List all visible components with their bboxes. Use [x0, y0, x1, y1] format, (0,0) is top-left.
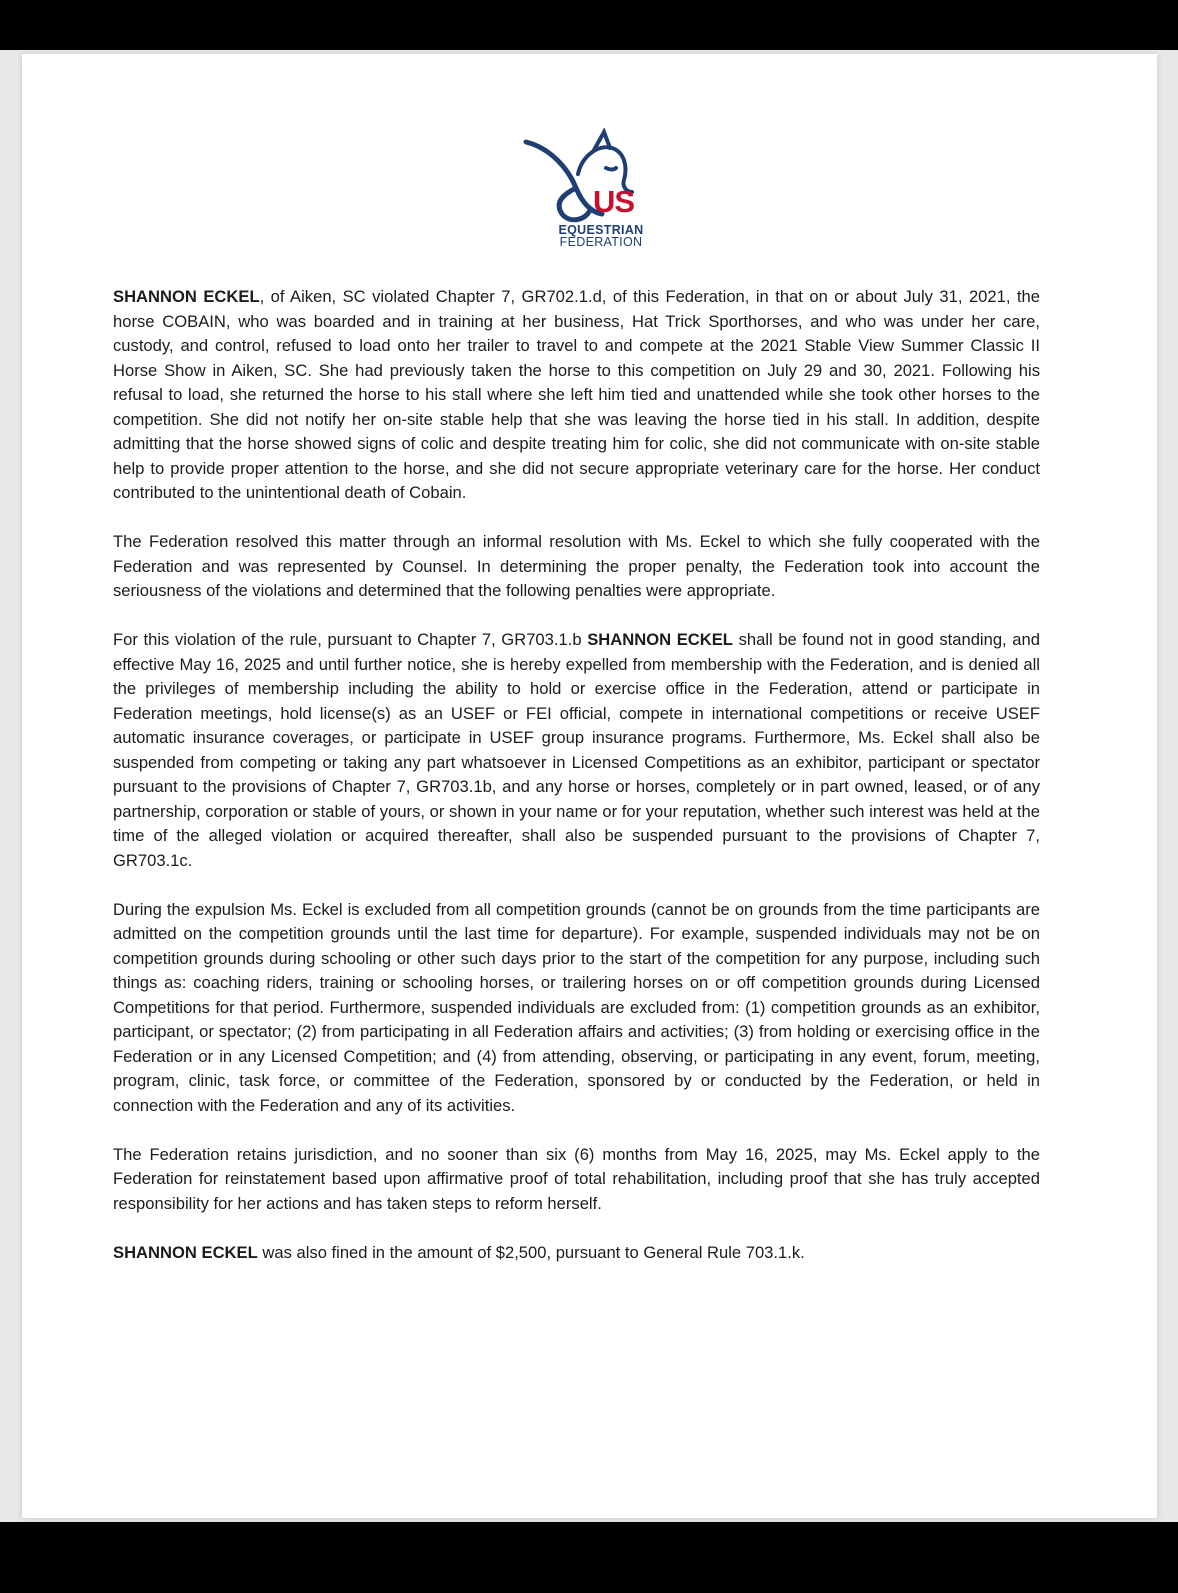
us-equestrian-logo: [520, 128, 660, 253]
logo-equestrian-text: EQUESTRIAN: [558, 223, 644, 237]
paragraph-text: shall be found not in good standing, and effective May 16, 2025 and until further notice, she is hereby expelled from membership with the Federation, and is denied all the privileges of membership including the ability to hold or exercise office in the Federation, attend or participate in Federation meetings, hold license(s) as an USEF or FEI official, compete in international competitions or receive USEF automatic insurance coverages, or participate in USEF group insurance programs. Furthermore, Ms. Eckel shall also be suspended from competing or taking any part whatsoever in Licensed Competitions as an exhibitor, participant or spectator pursuant to the provisions of Chapter 7, GR703.1b, and any horse or horses, completely or in part owned, leased, or of any partnership, corporation or stable of yours, or shown in your name or for your reputation, whether such interest was held at the time of the alleged violation or acquired thereafter, shall also be suspended pursuant to the provisions of Chapter 7, GR703.1c.: [113, 630, 1040, 870]
respondent-name: SHANNON ECKEL: [113, 287, 260, 306]
paragraph-expulsion: During the expulsion Ms. Eckel is excluded from all competition grounds (cannot be on grounds from the time participants are admitted on the competition grounds until the last time for departure). For example, suspended individuals may not be on competition grounds during schooling or other such days prior to the start of the competition for any purpose, including such things as: coaching riders, training or schooling horses, or trailering horses on or off competition grounds during Licensed Competitions for that period. Furthermore, suspended individuals are excluded from: (1) competition grounds as an exhibitor, participant, or spectator; (2) from participating in all Federation affairs and activities; (3) from holding or exercising office in the Federation or in any Licensed Competition; and (4) from attending, observing, or participating in any event, forum, meeting, program, clinic, task force, or committee of the Federation, sponsored by or conducted by the Federation, or held in connection with the Federation and any of its activities.: [113, 899, 1040, 1115]
paragraph-violation: [113, 285, 1040, 506]
paragraph-text: For this violation of the rule, pursuant to Chapter 7, GR703.1.b: [113, 630, 588, 649]
paragraph-resolution: The Federation resolved this matter through an informal resolution with Ms. Eckel to which she fully cooperated with the Federation and was represented by Counsel. In determining the proper penalty, the Federation took into account the seriousness of the violations and determined that the following penalties were appropriate.: [113, 532, 1040, 600]
respondent-name: SHANNON ECKEL: [113, 1242, 258, 1262]
logo-us-text: US: [593, 184, 635, 219]
bottom-black-bar: [0, 1522, 1178, 1593]
paragraph-text: was also fined in the amount of $2,500, pursuant to General Rule 703.1.k.: [257, 1242, 805, 1262]
document-body: [113, 285, 1040, 1290]
logo-federation-text: FEDERATION: [559, 235, 643, 249]
top-black-bar: [0, 0, 1178, 50]
paragraph-fine: [113, 1241, 1040, 1266]
respondent-name: SHANNON ECKEL: [587, 630, 733, 649]
paragraph-reinstatement: The Federation retains jurisdiction, and no sooner than six (6) months from May 16, 2025, may Ms. Eckel apply to the Federation for reinstatement based upon affirmative proof of total rehabilitation, including proof that she has truly accepted responsibility for her actions and has taken steps to reform herself.: [113, 1144, 1040, 1213]
paragraph-text: , of Aiken, SC violated Chapter 7, GR702.1.d, of this Federation, in that on or about July 31, 2021, the horse COBAIN, who was boarded and in training at her business, Hat Trick Sporthorses, and who was under her care, custody, and control, refused to load onto her trailer to travel to and compete at the 2021 Stable View Summer Classic II Horse Show in Aiken, SC. She had previously taken the horse to this competition on July 29 and 30, 2021. Following his refusal to load, she returned the horse to his stall where she left him tied and unattended while she took other horses to the competition. She did not notify her on-site stable help that she was leaving the horse tied in his stall. In addition, despite admitting that the horse showed signs of colic and despite treating him for colic, she did not communicate with on-site stable help to provide proper attention to the horse, and she did not secure appropriate veterinary care for the horse. Her conduct contributed to the unintentional death of Cobain.: [113, 287, 1040, 502]
paragraph-penalty: [113, 628, 1040, 873]
